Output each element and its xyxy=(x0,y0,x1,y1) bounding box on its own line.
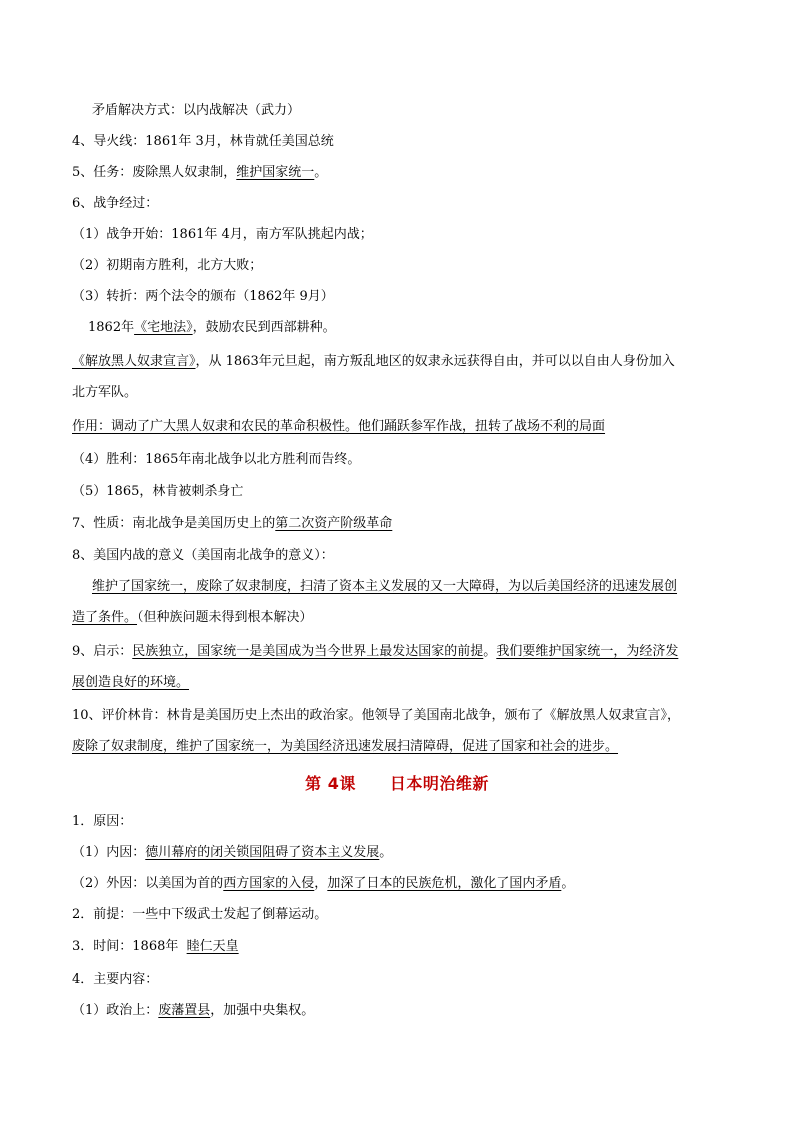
lincoln-evaluation: 10、评价林肯：林肯是美国历史上杰出的政治家。他领导了美国南北战争，颁布了《解放黑人奴隶宣言》， xyxy=(72,708,681,723)
text-line xyxy=(72,608,732,628)
underlined-text: 调动了广大黑人奴隶和农民的革命积极性。他们踊跃参军作战，扭转了战场不利的局面 xyxy=(111,419,606,434)
text-line xyxy=(72,225,732,245)
text-line xyxy=(72,163,732,183)
text-line xyxy=(72,673,732,693)
text-line xyxy=(72,256,732,276)
punctuation: 。 xyxy=(379,845,393,860)
underlined-text: 维护国家统一 xyxy=(236,165,315,180)
underlined-text: 维护了国家统一，废除了奴隶制度，扫清了资本主义发展的又一大障碍，为以后美国经济的迅速发展创 xyxy=(92,579,678,594)
significance-heading: 8、美国内战的意义（美国南北战争的意义）： xyxy=(72,548,334,563)
race-note: （但种族问题未得到根本解决） xyxy=(137,610,313,625)
text-line xyxy=(92,101,752,121)
text-line xyxy=(72,1001,732,1021)
text-line xyxy=(72,352,732,372)
text-line xyxy=(72,874,732,894)
internal-cause-label: （1）内因： xyxy=(72,845,146,860)
underlined-text: 民族独立，国家统一是美国成为当今世界上最发达国家的前提 xyxy=(132,644,484,659)
political-label: （1）政治上： xyxy=(72,1003,159,1018)
lesson-title xyxy=(0,773,794,795)
underlined-text: 睦仁天皇 xyxy=(186,939,239,954)
underlined-text: 我们要维护国家统一，为经济发 xyxy=(496,644,679,659)
underlined-text: 加深了日本的民族危机，激化了国内矛盾 xyxy=(327,876,562,891)
task-label: 5、任务：废除黑人奴隶制， xyxy=(72,165,237,180)
punctuation: 。 xyxy=(483,644,497,659)
text-line xyxy=(72,843,732,863)
text-line xyxy=(72,450,732,470)
conflict-resolution: 矛盾解决方式：以内战解决（武力） xyxy=(92,103,301,118)
text-line xyxy=(72,417,732,437)
text-line xyxy=(72,905,732,925)
war-start: （1）战争开始：1861年 4月，南方军队挑起内战； xyxy=(72,227,373,242)
text-line xyxy=(72,383,732,403)
premise-line: 2．前提：一些中下级武士发起了倒幕运动。 xyxy=(72,907,328,922)
text-line xyxy=(72,132,732,152)
external-cause-label: （2）外因：以美国为首的 xyxy=(72,876,224,891)
emancipation-desc: ，从 1863年元旦起，南方叛乱地区的奴隶永远获得自由，并可以以自由人身份加入 xyxy=(195,354,675,369)
underlined-text: 第二次资产阶级革命 xyxy=(275,516,393,531)
homestead-desc: ，鼓励农民到西部耕种。 xyxy=(192,320,336,335)
underlined-text: 废除了奴隶制度，维护了国家统一，为美国经济迅速发展扫清障碍，促进了国家和社会的进步。 xyxy=(72,739,619,754)
punctuation: 。 xyxy=(561,876,575,891)
underlined-text: 作用： xyxy=(72,419,112,434)
year-text: 1862年 xyxy=(88,320,135,335)
underlined-text: 展创造良好的环境。 xyxy=(72,675,190,690)
nature-label: 7、性质：南北战争是美国历史上的 xyxy=(72,516,276,531)
victory-line: （4）胜利：1865年南北战争以北方胜利而告终。 xyxy=(72,452,361,467)
text-line xyxy=(72,482,732,502)
punctuation: 。 xyxy=(314,165,328,180)
lesson-name: 日本明治维新 xyxy=(389,774,489,793)
underlined-text: 德川幕府的闭关锁国阻碍了资本主义发展 xyxy=(145,845,380,860)
emancipation-desc-cont: 北方军队。 xyxy=(72,385,138,400)
main-content-heading: 4．主要内容： xyxy=(72,972,159,987)
text-line xyxy=(72,514,732,534)
text-line xyxy=(72,706,732,726)
time-label: 3．时间：1868年 xyxy=(72,939,187,954)
text-line xyxy=(72,546,732,566)
text-line xyxy=(72,937,732,957)
underlined-text: 造了条件。 xyxy=(72,610,138,625)
war-process-heading: 6、战争经过： xyxy=(72,196,159,211)
text-line xyxy=(88,318,748,338)
underlined-text: 《解放黑人奴隶宣言》 xyxy=(72,354,196,369)
underlined-text: 《宅地法》 xyxy=(134,320,193,335)
causes-heading: 1．原因： xyxy=(72,814,133,829)
text-line xyxy=(92,577,752,597)
turning-point: （3）转折：两个法令的颁布（1862年 9月） xyxy=(72,289,334,304)
lesson-number: 第 4课 xyxy=(305,774,356,793)
text-line xyxy=(72,812,732,832)
insight-label: 9、启示： xyxy=(72,644,133,659)
text-line xyxy=(72,287,732,307)
early-stage: （2）初期南方胜利，北方大败； xyxy=(72,258,263,273)
lincoln-assassinated: （5）1865，林肯被刺杀身亡 xyxy=(72,484,244,499)
underlined-text: 西方国家的入侵 xyxy=(223,876,315,891)
text-line xyxy=(72,737,732,757)
trigger-line: 4、导火线：1861年 3月，林肯就任美国总统 xyxy=(72,134,334,149)
text-line xyxy=(72,970,732,990)
political-desc: ，加强中央集权。 xyxy=(210,1003,315,1018)
text-line xyxy=(72,194,732,214)
underlined-text: 废藩置县 xyxy=(158,1003,211,1018)
text-line xyxy=(72,642,732,662)
punctuation: ， xyxy=(314,876,328,891)
